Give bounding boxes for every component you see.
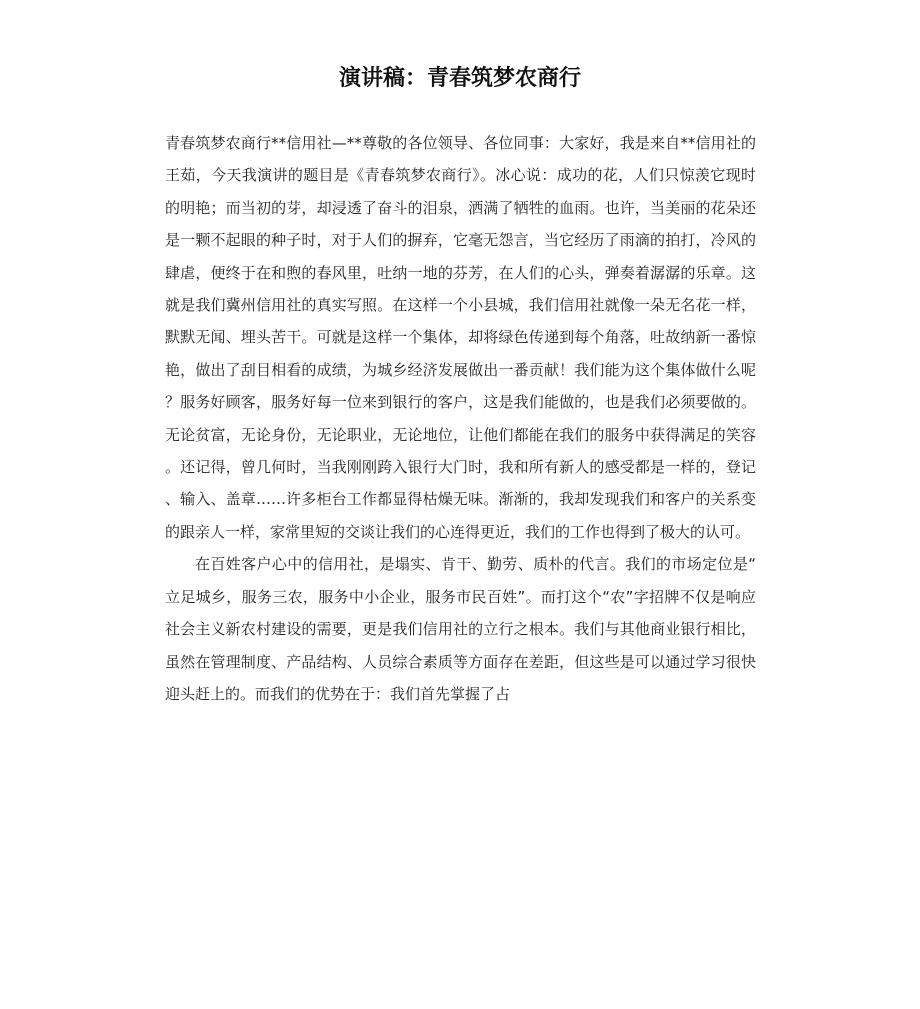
paragraph-2: 在百姓客户心中的信用社，是塌实、肯干、勤劳、质朴的代言。我们的市场定位是“立足城乡，服务三农，服务中小企业，服务市民百姓”。而打这个“农”字招牌不仅是响应社会主义新农村建设的需要，更是我们信用社的立行之根本。我们与其他商业银行相比，虽然在管理制度、产品结构、人员综合素质等方面存在差距，但这些是可以通过学习很快迎头赶上的。而我们的优势在于：我们首先掌握了占 xyxy=(165,555,756,703)
paragraph-1: 青春筑梦农商行**信用社—**尊敬的各位领导、各位同事：大家好，我是来自**信用社的王茹，今天我演讲的题目是《青春筑梦农商行》。冰心说：成功的花，人们只惊羡它现时的明艳；而当初的芽，却浸透了奋斗的泪泉，洒满了牺牲的血雨。也许，当美丽的花朵还是一颗不起眼的种子时，对于人们的摒弃，它毫无怨言，当它经历了雨滴的拍打，冷风的肆虐，便终于在和煦的春风里，吐纳一地的芬芳，在人们的心头，弹奏着潺潺的乐章。这就是我们冀州信用社的真实写照。在这样一个小县城，我们信用社就像一朵无名花一样，默默无闻、埋头苦干。可就是这样一个集体，却将绿色传递到每个角落，吐故纳新一番惊艳，做出了刮目相看的成绩，为城乡经济发展做出一番贡献！我们能为这个集体做什么呢？服务好顾客，服务好每一位来到银行的客户，这是我们能做的，也是我们必须要做的。无论贫富，无论身份，无论职业，无论地位，让他们都能在我们的服务中获得满足的笑容。还记得，曾几何时，当我刚刚跨入银行大门时，我和所有新人的感受都是一样的，登记、输入、盖章……许多柜台工作都显得枯燥无味。渐渐的，我却发现我们和客户的关系变的跟亲人一样，家常里短的交谈让我们的心连得更近，我们的工作也得到了极大的认可。 xyxy=(165,134,756,541)
document-title: 演讲稿：青春筑梦农商行 xyxy=(338,66,581,91)
document-body xyxy=(165,127,756,710)
